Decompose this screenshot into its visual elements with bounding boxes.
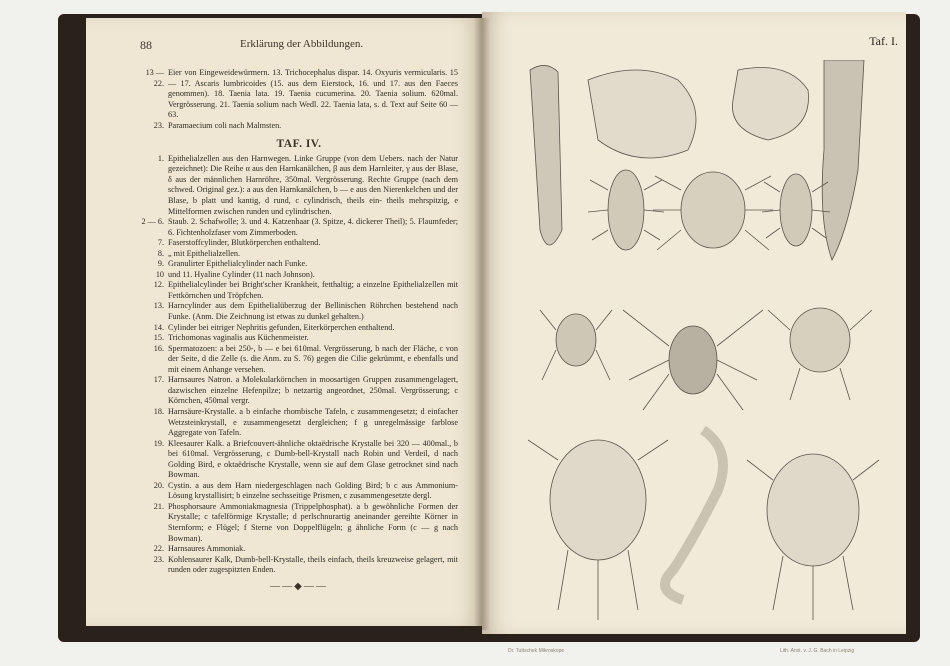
hair-strand-right	[822, 60, 864, 260]
section-title: TAF. IV.	[276, 138, 322, 151]
entry-number: 23.	[153, 120, 164, 130]
plate-entries	[140, 154, 458, 576]
plate-entry	[140, 217, 458, 238]
plate-entry	[140, 259, 458, 270]
mite-4	[768, 308, 872, 400]
entry-text: Phosphorsaure Ammoniakmagnesia (Trippelphosphat). a b gewöhnliche Formen der Krystalle; c tafelförmige Krystalle; d perlschnurartig aneinander gereihte Körner in Sternform; e Flügel; f Sterne von Doppelflügeln; g ähnliche Form (c — g nach Bowman).	[168, 501, 458, 543]
intro-entries	[140, 68, 458, 131]
entry-number: 23.	[153, 554, 164, 564]
explanation-text	[140, 68, 458, 592]
plate-entry	[140, 301, 458, 322]
plate-entry	[140, 502, 458, 544]
plate-entry	[140, 249, 458, 260]
ornament: ——◆——	[270, 580, 328, 592]
entry-number: 13.	[153, 301, 164, 311]
entry-text: „ mit Epithelialzellen.	[168, 248, 241, 258]
entry-number: 16.	[153, 343, 164, 353]
entry-text: Harnsäure-Krystalle. a b einfache rhombische Tafeln, c zusammengesetzt; d einfacher Wetzsteinkrystall, e zusammengesetzt dergleichen; f g unregelmässige farblose Aggregate von Tafeln.	[168, 406, 458, 438]
plate-entry	[140, 280, 458, 301]
plate-entry	[140, 238, 458, 249]
entry-text: Paramaecium coli nach Malmsten.	[168, 120, 282, 130]
entry-text: Spermatozoen: a bei 250-, b — e bei 610mal. Vergrösserung, b nach der Fläche, c von der Seite, d die Zelle (s. die Anm. zu S. 76) gegen die Cilie gekrümmt, e ebenfalls und mit einem Anhange versehen.	[168, 343, 458, 374]
cell-cluster-2	[732, 68, 808, 141]
entry-number: 14.	[153, 322, 164, 332]
entry-text: und 11. Hyaline Cylinder (11 nach Johnson).	[168, 269, 315, 279]
mite-3	[623, 310, 763, 410]
plate-entry	[140, 555, 458, 576]
entry-text: Trichomonas vaginalis aus Küchenmeister.	[168, 333, 309, 343]
plate-entry	[140, 154, 458, 217]
entry-text: Epithelialzellen aus den Harnwegen. Linke Gruppe (von dem Uebers. nach der Natur gezeichnet): Die Reihe α aus den Harnkanälchen, β aus dem Harnleiter, γ aus der Blase, δ aus der männlichen Harnröhre, 350mal. Vergrösserung. Rechte Gruppe (nach dem schwed. Original gez.): a aus den Harnkanälchen, b — e aus den Nierenkelchen und der Blase, b platt und kantig, d rund, c cylindrisch, theils ein- theils mehrspitzig, e Mittelformen zwischen runden und cylindrischen.	[168, 153, 458, 216]
plate-illustration	[528, 60, 888, 620]
plate-entry	[140, 344, 458, 376]
entry-text: Cylinder bei eitriger Nephritis gefunden, Eiterkörperchen enthaltend.	[168, 322, 395, 332]
entry-text: Harnsaures Natron. a Molekularkörnchen in moosartigen Gruppen zusammengelagert, dazwischen einzelne Hefenpilze; b netzartig angeordnet, 250mal. Vergrösserung; c Körnchen, 450mal vergr.	[168, 375, 458, 406]
hair-strand-left	[530, 65, 562, 245]
entry-number: 22.	[153, 544, 164, 554]
mite-1	[653, 172, 773, 250]
mite-6	[747, 454, 879, 620]
mite-2	[540, 310, 612, 380]
entry-number: 7.	[157, 238, 164, 248]
plate-entry	[140, 375, 458, 407]
entry-number: 15.	[153, 333, 164, 343]
running-header: Erklärung der Abbildungen.	[240, 38, 364, 50]
entry-number: 8.	[157, 248, 164, 258]
parasite-chain	[665, 430, 723, 600]
entry-number: 21.	[153, 501, 164, 511]
page-number: 88	[140, 38, 152, 52]
plate-label: Taf. I.	[869, 34, 898, 48]
plate-entry	[140, 333, 458, 344]
entry-number: 1.	[157, 153, 164, 163]
plate-entry	[140, 323, 458, 334]
entry-number: 17.	[153, 375, 164, 385]
entry-text: Epithelialcylinder bei Bright'scher Krankheit, fetthaltig; a einzelne Epithelialzellen mit Fettkörnchen und Tröpfchen.	[168, 280, 458, 300]
entry-number: 2 — 6.	[141, 217, 164, 227]
entry-text: Faserstoffcylinder, Blutkörperchen enthaltend.	[168, 238, 321, 248]
entry-text: Harncylinder aus dem Epithelialüberzug der Bellinischen Röhrchen bestehend nach Funke. (Anm. Die Zeichnung ist etwas zu dunkel gehalten.)	[168, 301, 458, 322]
entry-text: Granulirter Epithelialcylinder nach Funke.	[168, 259, 308, 269]
book-gutter	[474, 18, 490, 630]
entry-text: Cystin. a aus dem Harn niedergeschlagen nach Golding Bird; b c aus Ammonium-Lösung krystallisirt; b einzelne sechsseitige Prismen, c zusammengesetzte dergl.	[168, 480, 458, 501]
entry-text: Staub. 2. Schafwolle; 3. und 4. Katzenhaar (3. Spitze, 4. dickerer Theil); 5. Flaumfeder; 6. Fichtenholzfaser vom Zimmerboden.	[168, 217, 458, 237]
plate-entry	[140, 270, 458, 281]
plate-footer-right: Lith. Anst. v. J. G. Bach in Leipzig	[780, 648, 855, 654]
entry-text: Harnsaures Ammoniak.	[168, 544, 246, 554]
entry-number: 12.	[153, 280, 164, 290]
plate-entry	[140, 121, 458, 132]
plate-entry	[140, 481, 458, 502]
plate-footer-left: Dr. Tuttschek Mikroskope	[508, 648, 565, 654]
entry-text: Kleesaurer Kalk. a Briefcouvert-ähnliche oktaëdrische Krystalle bei 320 — 400mal., b bei 610mal. Vergrösserung, c Dumb-bell-Krystall nach Robin und Verdeil, d nach Golding Bird, e oktaëdrische Krystalle, wenn sie auf dem Glase getrocknet sind nach Bowman.	[168, 438, 458, 480]
cell-cluster-1	[588, 70, 696, 158]
entry-number: 18.	[153, 406, 164, 416]
mite-5	[528, 440, 668, 620]
plate-entry	[140, 544, 458, 555]
plate-entry	[140, 68, 458, 121]
entry-number: 9.	[157, 259, 164, 269]
entry-number: 10	[155, 269, 164, 279]
plate-entry	[140, 439, 458, 481]
entry-number: 20.	[153, 480, 164, 490]
entry-text: Eier von Eingeweidewürmern. 13. Trichocephalus dispar. 14. Oxyuris vermicularis. 15 — 17. Ascaris lumbricoides (15. aus dem Eierstock, 16. und 17. aus den Faeces genommen). 18. Taenia lata. 19. Taenia cucumerina. 20. Taenia solium. 620mal. Vergrösserung. 21. Taenia solium nach Wedl. 22. Taenia lata, s. d. Text auf Seite 60 — 63.	[168, 68, 458, 120]
plate-entry	[140, 407, 458, 439]
entry-number: 13 — 22.	[145, 68, 164, 88]
entry-number: 19.	[153, 438, 164, 448]
entry-text: Kohlensaurer Kalk, Dumb-bell-Krystalle, theils einfach, theils kreuzweise gelagert, mit runden oder zugespitzten Enden.	[168, 554, 458, 575]
louse-1	[588, 170, 664, 250]
